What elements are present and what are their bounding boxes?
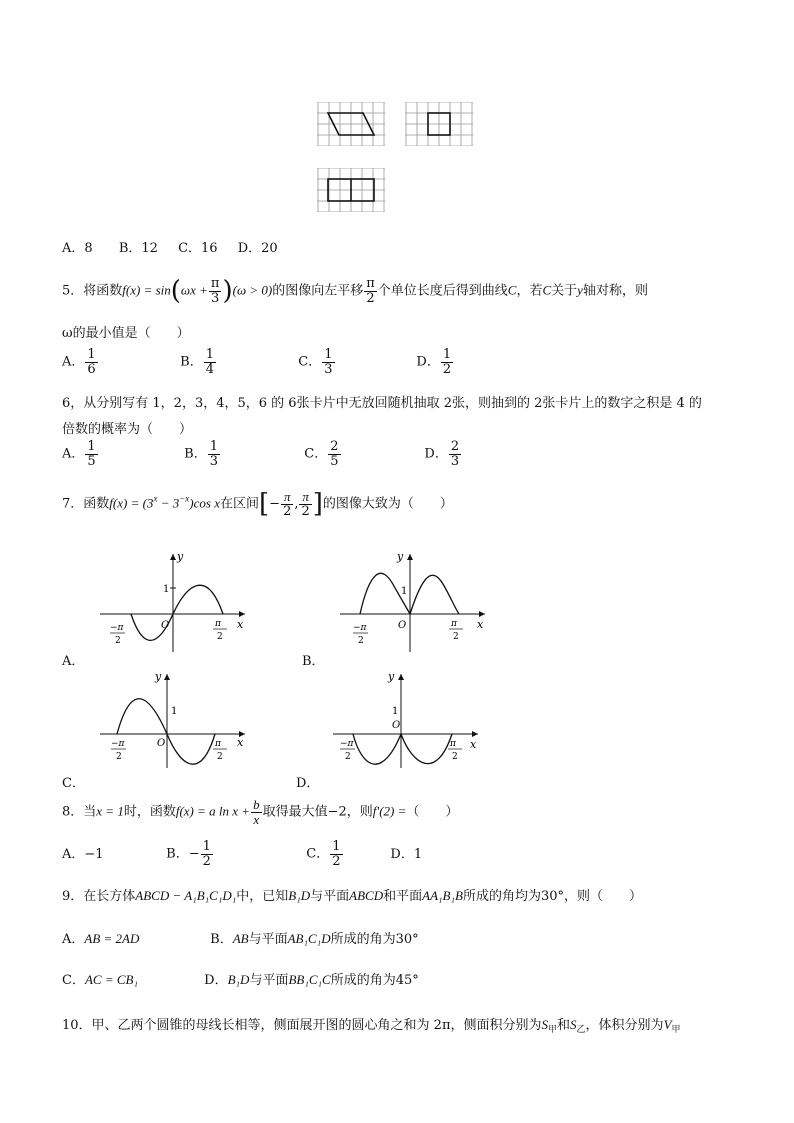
q4-option-b[interactable]: B．12 xyxy=(118,241,158,256)
q8-option-a[interactable]: A．−1 xyxy=(62,846,104,862)
svg-text:π: π xyxy=(215,739,221,749)
graph-a[interactable] xyxy=(95,548,255,658)
q9-options-cd xyxy=(62,969,423,988)
graph-d[interactable] xyxy=(328,668,488,772)
q5-options xyxy=(62,348,458,376)
graph-b[interactable] xyxy=(335,548,495,658)
q6-options xyxy=(62,440,466,468)
q9-option-c[interactable]: C．AC = CB₁ xyxy=(62,972,138,988)
svg-text:O: O xyxy=(392,720,401,731)
q9-option-d[interactable]: D．B₁D与平面BB₁C₁C所成的角为45° xyxy=(204,972,419,988)
graph-a-y-label: y xyxy=(177,550,184,563)
svg-text:y: y xyxy=(388,670,395,683)
q4-option-a[interactable]: A．8 xyxy=(62,241,93,256)
svg-text:π: π xyxy=(450,739,456,749)
svg-text:−π: −π xyxy=(111,739,125,749)
q5-option-c[interactable]: C． $\frac{1}{3}$ xyxy=(298,347,333,377)
svg-text:1: 1 xyxy=(401,586,408,597)
svg-text:−π: −π xyxy=(340,739,354,749)
q4-options xyxy=(62,237,282,256)
svg-text:1: 1 xyxy=(392,706,399,717)
q5-option-a[interactable]: A． $\frac{1}{6}$ xyxy=(62,347,96,377)
graph-d-curve xyxy=(353,734,452,764)
svg-text:2: 2 xyxy=(217,632,223,642)
q8-options xyxy=(62,840,426,868)
three-view-side xyxy=(405,102,473,146)
q6-option-c[interactable]: C． $\frac{2}{5}$ xyxy=(304,439,339,469)
svg-text:1: 1 xyxy=(163,584,170,595)
q9-option-a[interactable]: A．AB = 2AD xyxy=(62,931,140,947)
q10-stem: 10．甲、乙两个圆锥的母线长相等，侧面展开图的圆心角之和为 2π，侧面积分别为$S_甲$和$S_乙$，体积分别为$V_甲$ xyxy=(62,1017,681,1035)
svg-text:1: 1 xyxy=(171,706,178,717)
graph-a-label[interactable]: A． xyxy=(62,654,85,669)
svg-text:2: 2 xyxy=(358,636,364,646)
graph-d-label[interactable]: D． xyxy=(296,776,320,791)
q8-option-b[interactable]: B．− $\frac{1}{2}$ xyxy=(166,839,211,869)
three-view-front xyxy=(317,102,385,146)
svg-text:y: y xyxy=(155,670,162,683)
svg-text:2: 2 xyxy=(115,636,121,646)
svg-text:x: x xyxy=(477,618,484,631)
svg-text:y: y xyxy=(397,550,404,563)
svg-text:x: x xyxy=(237,736,244,749)
graph-c-label[interactable]: C． xyxy=(62,776,85,791)
svg-text:2: 2 xyxy=(452,752,458,762)
svg-text:2: 2 xyxy=(116,752,122,762)
q9-option-b[interactable]: B．AB与平面AB₁C₁D所成的角为30° xyxy=(210,931,419,947)
svg-text:−π: −π xyxy=(110,623,124,633)
svg-text:π: π xyxy=(215,619,221,629)
three-view-top xyxy=(317,168,385,212)
q5-stem: 5．将函数f(x) = sin(ωx + $\frac{\pi}{3}$ )(ω > 0)的图像向左平移 $\frac{\pi}{2}$ 个单位长度后得到曲线C，若C关于y轴对称，则 xyxy=(62,276,648,307)
q8-option-c[interactable]: C． $\frac{1}{2}$ xyxy=(306,839,341,869)
q6-option-d[interactable]: D． $\frac{2}{3}$ xyxy=(424,439,460,469)
graph-a-x-label: x xyxy=(237,618,244,631)
svg-text:O: O xyxy=(161,620,170,631)
svg-text:π: π xyxy=(451,619,457,629)
graph-b-label[interactable]: B． xyxy=(302,654,325,669)
q5-option-d[interactable]: D． $\frac{1}{2}$ xyxy=(416,347,452,377)
svg-text:x: x xyxy=(470,738,477,751)
graph-c[interactable] xyxy=(95,668,255,772)
q4-option-c[interactable]: C．16 xyxy=(178,241,218,256)
svg-text:−π: −π xyxy=(353,623,367,633)
q9-options-ab xyxy=(62,928,423,947)
q8-stem: 8．当x = 1时，函数f(x) = a ln x + $\frac{b}{x}$ 取得最大值−2，则f′(2) =（ ） xyxy=(62,797,459,827)
q9-stem: 9．在长方体ABCD − A₁B₁C₁D₁中，已知B₁D与平面ABCD和平面AA₁B₁B所成的角均为30°，则（ ） xyxy=(62,888,643,904)
graph-a-curve xyxy=(131,585,223,640)
svg-text:2: 2 xyxy=(453,632,459,642)
svg-text:2: 2 xyxy=(345,752,351,762)
q6-line2: 倍数的概率为（ ） xyxy=(62,422,193,437)
q4-option-d[interactable]: D．20 xyxy=(237,241,278,256)
q6-option-b[interactable]: B． $\frac{1}{3}$ xyxy=(184,439,218,469)
svg-text:O: O xyxy=(157,738,166,749)
svg-text:2: 2 xyxy=(217,752,223,762)
svg-text:O: O xyxy=(398,620,407,631)
q6-line1: 6，从分别写有 1，2，3，4，5，6 的 6张卡片中无放回随机抽取 2张，则抽到的 2张卡片上的数字之积是 4 的 xyxy=(62,396,702,411)
q7-stem: 7．函数$f(x) = (3^x - 3^{-x})\cos$ x在区间[− $\frac{\pi}{2}$ , $\frac{\pi}{2}$ ]的图像大致为（ ） xyxy=(62,489,453,520)
q6-option-a[interactable]: A． $\frac{1}{5}$ xyxy=(62,439,96,469)
q8-option-d[interactable]: D．1 xyxy=(390,846,423,862)
q5-line2: ω的最小值是（ ） xyxy=(62,326,190,341)
graph-c-curve xyxy=(117,699,215,764)
q5-option-b[interactable]: B． $\frac{1}{4}$ xyxy=(180,347,214,377)
